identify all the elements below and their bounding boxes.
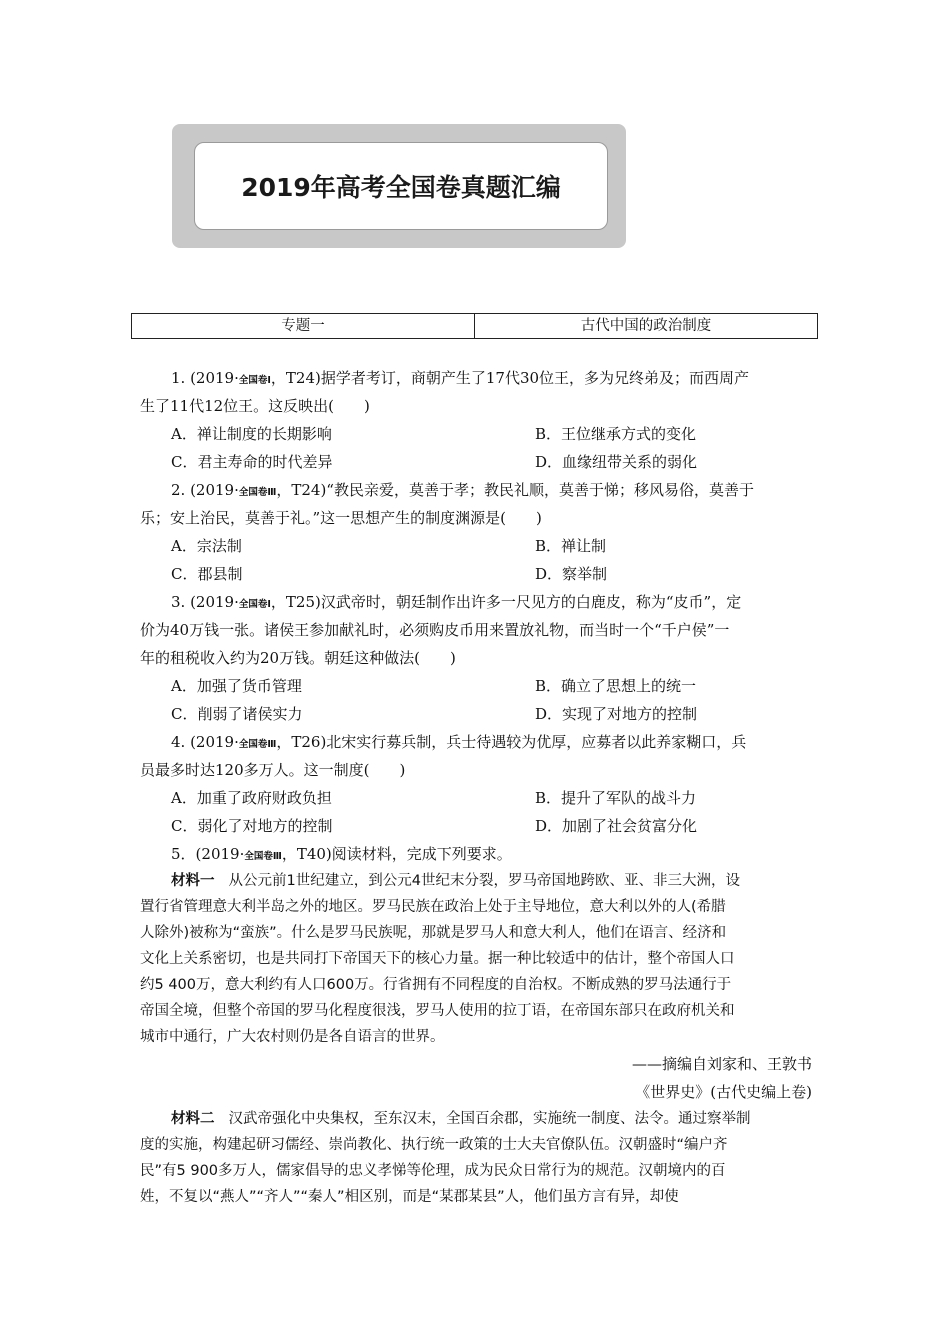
question-2-options-row-2 xyxy=(140,560,812,588)
material-1-line-3: 人除外)被称为“蛮族”。什么是罗马民族呢，那就是罗马人和意大利人，他们在语言、经济和 xyxy=(140,925,727,941)
topic-name: 古代中国的政治制度 xyxy=(474,314,817,338)
option-a: A．加强了货币管理 xyxy=(171,677,302,695)
topic-table xyxy=(131,313,818,339)
question-4-options-row-2 xyxy=(140,812,812,840)
option-d: D．血缘纽带关系的弱化 xyxy=(535,453,698,471)
option-b: B．王位继承方式的变化 xyxy=(535,425,697,443)
question-4-line-2: 员最多时达120多万人。这一制度( ) xyxy=(140,761,406,779)
exam-tag: 全国卷Ⅰ xyxy=(238,599,271,610)
question-2-options-row-1 xyxy=(140,532,812,560)
question-3-options-row-2 xyxy=(140,700,812,728)
material-2-line-2: 度的实施，构建起研习儒经、崇尚教化、执行统一政策的士大夫官僚队伍。汉朝盛时“编户齐 xyxy=(140,1137,728,1153)
question-4-options-row-1 xyxy=(140,784,812,812)
material-2-line-1: 材料二 汉武帝强化中央集权，至东汉末，全国百余郡，实施统一制度、法令。通过察举制 xyxy=(171,1111,751,1127)
question-3-line-3: 年的租税收入约为20万钱。朝廷这种做法( ) xyxy=(140,649,456,667)
material-1-line-4: 文化上关系密切，也是共同打下帝国天下的核心力量。据一种比较适中的估计，整个帝国人口 xyxy=(140,951,735,967)
banner-title: 2019年高考全国卷真题汇编 xyxy=(241,173,561,202)
exam-tag: 全国卷Ⅲ xyxy=(244,851,282,862)
material-1-source-book: 《世界史》(古代史编上卷) xyxy=(635,1083,812,1101)
material-1-line-7: 城市中通行，广大农村则仍是各自语言的世界。 xyxy=(140,1029,445,1045)
option-d: D．察举制 xyxy=(535,565,608,583)
material-2-line-3: 民”有5 900多万人，儒家倡导的忠义孝悌等伦理，成为民众日常行为的规范。汉朝境内的百 xyxy=(140,1163,726,1179)
question-3-line-1: 3. (2019·全国卷Ⅰ，T25)汉武帝时，朝廷制作出许多一尺见方的白鹿皮，称为“皮币”，定 xyxy=(171,593,742,611)
option-a: A．禅让制度的长期影响 xyxy=(171,425,332,443)
material-1-label: 材料一 xyxy=(171,873,215,889)
question-3-options-row-1 xyxy=(140,672,812,700)
question-1-line-1: 1. (2019·全国卷Ⅰ，T24)据学者考订，商朝产生了17代30位王，多为兄终弟及；而西周产 xyxy=(171,369,750,387)
option-d: D．加剧了社会贫富分化 xyxy=(535,817,698,835)
question-3-line-2: 价为40万钱一张。诸侯王参加献礼时，必须购皮币用来置放礼物，而当时一个“千户侯”一 xyxy=(140,621,730,639)
option-c: C．削弱了诸侯实力 xyxy=(171,705,303,723)
exam-tag: 全国卷Ⅰ xyxy=(238,375,271,386)
material-1-source-author: ——摘编自刘家和、王敦书 xyxy=(631,1055,812,1073)
option-c: C．弱化了对地方的控制 xyxy=(171,817,333,835)
topic-number: 专题一 xyxy=(281,318,325,334)
exam-tag: 全国卷Ⅲ xyxy=(238,739,277,750)
question-1-line-2: 生了11代12位王。这反映出( ) xyxy=(140,397,370,415)
question-1-options-row-2 xyxy=(140,448,812,476)
option-d: D．实现了对地方的控制 xyxy=(535,705,698,723)
option-a: A．加重了政府财政负担 xyxy=(171,789,332,807)
question-content xyxy=(140,364,812,1210)
banner-box xyxy=(194,142,608,230)
option-c: C．郡县制 xyxy=(171,565,243,583)
option-a: A．宗法制 xyxy=(171,537,242,555)
material-1-line-1: 材料一 从公元前1世纪建立，到公元4世纪末分裂，罗马帝国地跨欧、亚、非三大洲，设 xyxy=(171,873,740,889)
option-b: B．禅让制 xyxy=(535,537,607,555)
question-4-line-1: 4. (2019·全国卷Ⅲ，T26)北宋实行募兵制，兵士待遇较为优厚，应募者以此养家糊口，兵 xyxy=(171,733,747,751)
material-2-label: 材料二 xyxy=(171,1111,215,1127)
question-5-line-1: 5．(2019·全国卷Ⅲ，T40)阅读材料，完成下列要求。 xyxy=(171,845,512,863)
question-2-line-1: 2. (2019·全国卷Ⅲ，T24)“教民亲爱，莫善于孝；教民礼顺，莫善于悌；移风易俗，莫善于 xyxy=(171,481,754,499)
material-1 xyxy=(140,868,812,1050)
option-c: C．君主寿命的时代差异 xyxy=(171,453,333,471)
material-2-line-4: 姓，不复以“燕人”“齐人”“秦人”相区别，而是“某郡某县”人，他们虽方言有异，却使 xyxy=(140,1189,679,1205)
exam-tag: 全国卷Ⅲ xyxy=(238,487,277,498)
question-2-line-2: 乐；安上治民，莫善于礼。”这一思想产生的制度渊源是( ) xyxy=(140,509,542,527)
material-1-line-2: 置行省管理意大利半岛之外的地区。罗马民族在政治上处于主导地位，意大利以外的人(希腊 xyxy=(140,899,726,915)
option-b: B．提升了军队的战斗力 xyxy=(535,789,697,807)
material-1-line-6: 帝国全境，但整个帝国的罗马化程度很浅，罗马人使用的拉丁语，在帝国东部只在政府机关和 xyxy=(140,1003,735,1019)
material-2 xyxy=(140,1106,812,1210)
option-b: B．确立了思想上的统一 xyxy=(535,677,697,695)
question-1-options-row-1 xyxy=(140,420,812,448)
material-1-line-5: 约5 400万，意大利约有人口600万。行省拥有不同程度的自治权。不断成熟的罗马法通行于 xyxy=(140,977,732,993)
